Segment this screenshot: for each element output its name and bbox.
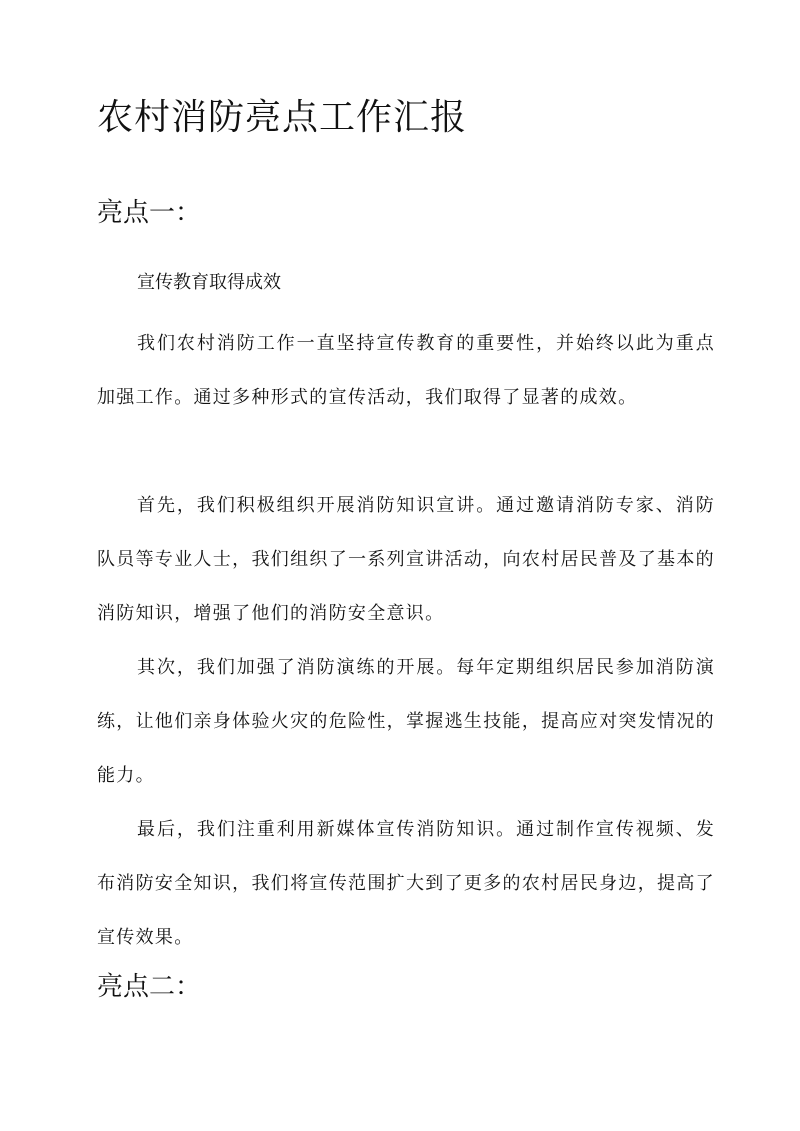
section-heading-2: 亮点二： bbox=[97, 972, 202, 1002]
paragraph-4: 最后，我们注重利用新媒体宣传消防知识。通过制作宣传视频、发布消防安全知识，我们将宣传范围扩大到了更多的农村居民身边，提高了宣传效果。 bbox=[97, 819, 715, 948]
section-heading-1: 亮点一： bbox=[97, 198, 202, 228]
paragraph-2: 首先，我们积极组织开展消防知识宣讲。通过邀请消防专家、消防队员等专业人士，我们组织了一系列宣讲活动，向农村居民普及了基本的消防知识，增强了他们的消防安全意识。 bbox=[97, 495, 715, 624]
paragraph-1: 我们农村消防工作一直坚持宣传教育的重要性，并始终以此为重点加强工作。通过多种形式的宣传活动，我们取得了显著的成效。 bbox=[97, 333, 715, 408]
section-subtitle: 宣传教育取得成效 bbox=[137, 272, 281, 293]
paragraph-3: 其次，我们加强了消防演练的开展。每年定期组织居民参加消防演练，让他们亲身体验火灾的危险性，掌握逃生技能，提高应对突发情况的能力。 bbox=[97, 657, 715, 786]
document-title: 农村消防亮点工作汇报 bbox=[97, 97, 468, 138]
